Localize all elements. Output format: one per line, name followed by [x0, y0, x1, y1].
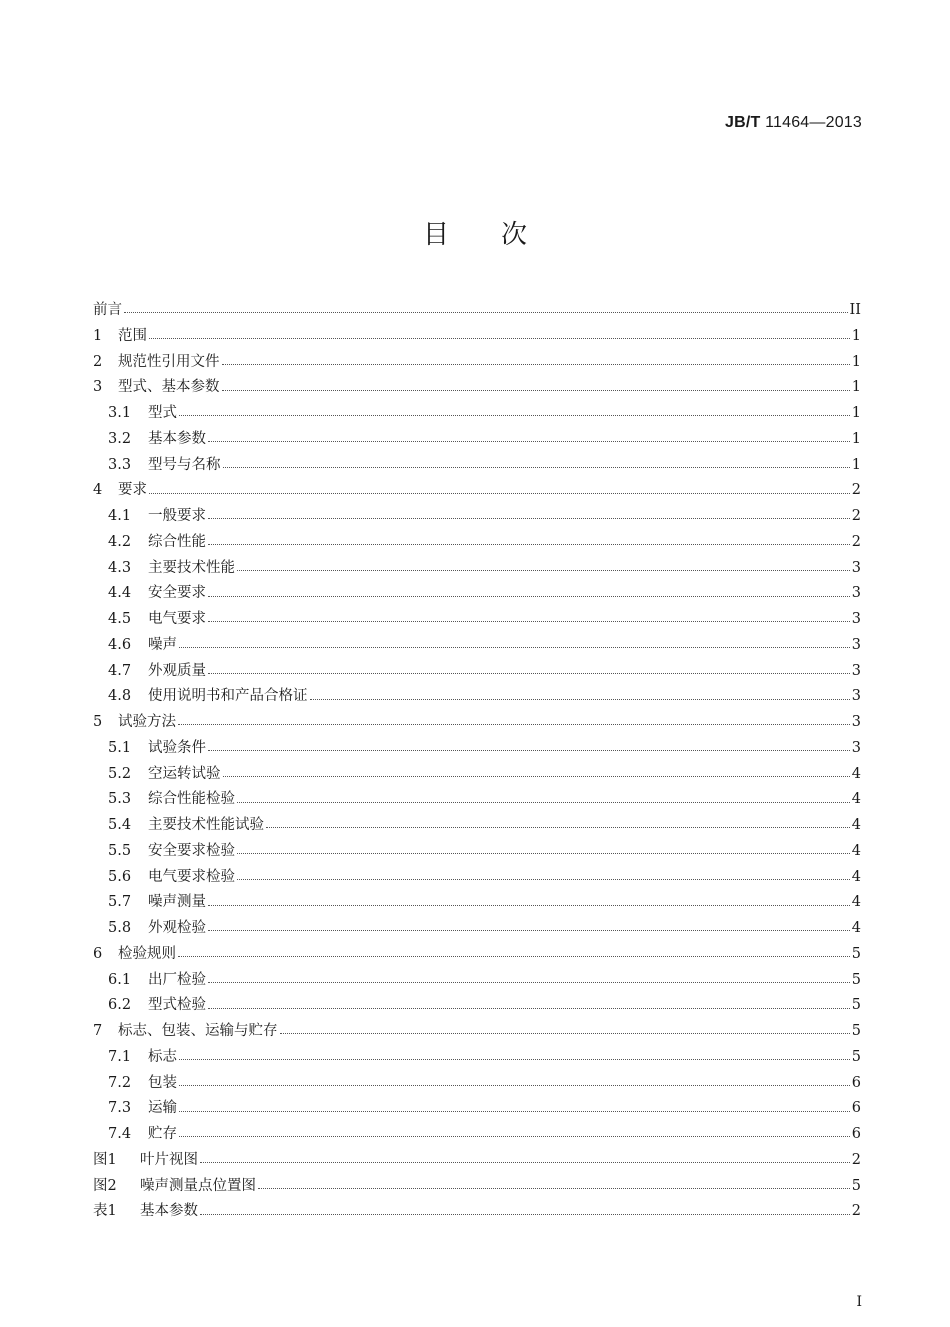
dot-leader — [208, 662, 850, 673]
toc-entry-title: 叶片视图 — [140, 1151, 198, 1168]
toc-page-number: II — [849, 302, 861, 318]
toc-entry-title: 标志 — [148, 1048, 177, 1065]
toc-entry[interactable] — [93, 1019, 861, 1045]
toc-entry-title: 综合性能 — [148, 533, 206, 550]
toc-page-number: 2 — [851, 482, 861, 499]
toc-entry[interactable] — [93, 659, 861, 685]
toc-entry-title: 型式、基本参数 — [118, 379, 220, 396]
toc-section-number: 5.5 — [108, 842, 132, 859]
toc-entry[interactable] — [93, 453, 861, 479]
toc-section-number: 4.4 — [108, 585, 132, 602]
toc-entry-title: 运输 — [148, 1100, 177, 1117]
toc-entry-title: 安全要求 — [148, 585, 206, 602]
toc-entry[interactable] — [93, 530, 861, 556]
toc-page-number: 3 — [851, 611, 861, 627]
toc-entry-title: 试验条件 — [148, 739, 206, 756]
toc-section-number: 4.5 — [108, 611, 132, 627]
toc-page-number: 3 — [851, 585, 861, 602]
dot-leader — [310, 688, 850, 699]
toc-page-number: 3 — [851, 662, 861, 679]
toc-entry-title: 型号与名称 — [148, 456, 221, 473]
toc-page-number: 4 — [851, 868, 861, 885]
toc-entry-title: 型式检验 — [148, 997, 206, 1014]
toc-entry[interactable] — [93, 890, 861, 916]
dot-leader — [237, 559, 850, 570]
toc-entry[interactable] — [93, 401, 861, 427]
toc-page-number: 4 — [851, 817, 861, 833]
dot-leader — [200, 1152, 850, 1163]
toc-entry-title: 主要技术性能 — [148, 559, 235, 576]
toc-section-number: 5.7 — [108, 894, 132, 911]
page-number: I — [856, 1294, 862, 1310]
dot-leader — [208, 508, 850, 519]
toc-section-number: 5.1 — [108, 739, 132, 756]
standard-code-prefix: JB/T — [724, 114, 766, 131]
dot-leader — [200, 1203, 850, 1214]
standard-code-number: 11464—2013 — [765, 114, 862, 131]
toc-section-number: 5.6 — [108, 868, 132, 885]
toc-page-number: 5 — [851, 1177, 861, 1194]
dot-leader — [222, 353, 850, 364]
toc-entry-title: 主要技术性能试验 — [148, 817, 264, 833]
toc-page-number: 1 — [851, 327, 861, 344]
dot-leader — [149, 482, 850, 493]
toc-entry-title: 综合性能检验 — [148, 791, 235, 808]
toc-entry-title: 外观检验 — [148, 920, 206, 936]
dot-leader — [258, 1177, 850, 1188]
toc-entry[interactable] — [93, 324, 861, 350]
toc-entry-title: 出厂检验 — [148, 971, 206, 988]
toc-entry-title: 要求 — [118, 482, 147, 499]
toc-page-number: 4 — [851, 920, 861, 936]
toc-page-number: 4 — [851, 765, 861, 782]
toc-section-number: 7.1 — [108, 1048, 132, 1065]
dot-leader — [208, 894, 850, 905]
toc-section-number: 4.8 — [108, 688, 132, 705]
toc-entry-title: 使用说明书和产品合格证 — [148, 688, 308, 705]
toc-section-number: 4.2 — [108, 533, 132, 550]
toc-section-number: 3.2 — [108, 430, 132, 447]
toc-page-number: 1 — [851, 405, 861, 421]
toc-section-number: 3 — [93, 379, 103, 396]
dot-leader — [237, 791, 850, 802]
dot-leader — [179, 637, 850, 648]
toc-page-number: 1 — [851, 430, 861, 447]
toc-entry[interactable] — [93, 1174, 861, 1200]
toc-entry[interactable] — [93, 839, 861, 865]
toc-entry[interactable] — [93, 504, 861, 530]
dot-leader — [179, 1049, 850, 1060]
dot-leader — [208, 585, 850, 596]
toc-section-number: 4 — [93, 482, 103, 499]
toc-page-number: 5 — [851, 971, 861, 988]
table-of-contents — [93, 298, 861, 1225]
toc-section-number: 4.6 — [108, 636, 132, 653]
toc-entry-title: 检验规则 — [118, 945, 176, 962]
toc-entry-title: 贮存 — [148, 1126, 177, 1142]
toc-entry-title: 电气要求检验 — [148, 868, 235, 885]
toc-entry-title: 噪声 — [148, 636, 177, 653]
toc-entry[interactable] — [93, 942, 861, 968]
standard-code — [725, 114, 862, 132]
toc-section-number: 7.4 — [108, 1126, 132, 1142]
toc-entry-title: 包装 — [148, 1074, 177, 1091]
toc-entry[interactable] — [93, 633, 861, 659]
dot-leader — [208, 431, 850, 442]
toc-entry-title: 范围 — [118, 327, 147, 344]
toc-page-number: 2 — [851, 1203, 861, 1220]
toc-entry-title: 外观质量 — [148, 662, 206, 679]
toc-entry[interactable] — [93, 350, 861, 376]
toc-entry-title: 空运转试验 — [148, 765, 221, 782]
toc-page-number: 6 — [851, 1126, 861, 1142]
toc-section-number: 7 — [93, 1023, 103, 1039]
toc-page-number: 5 — [851, 945, 861, 962]
toc-entry[interactable] — [93, 968, 861, 994]
dot-leader — [179, 1126, 850, 1137]
toc-section-number: 图2 — [93, 1177, 117, 1194]
toc-section-number: 4.7 — [108, 662, 132, 679]
toc-section-number: 4.1 — [108, 508, 132, 524]
dot-leader — [223, 765, 850, 776]
toc-entry-title: 基本参数 — [148, 430, 206, 447]
toc-section-number: 3.1 — [108, 405, 132, 421]
dot-leader — [179, 1100, 850, 1111]
toc-section-number: 图1 — [93, 1151, 117, 1168]
toc-entry[interactable] — [93, 1122, 861, 1148]
toc-section-number: 7.2 — [108, 1074, 132, 1091]
toc-entry-title: 标志、包装、运输与贮存 — [118, 1023, 278, 1039]
toc-entry-title: 型式 — [148, 405, 177, 421]
toc-section-number: 3.3 — [108, 456, 132, 473]
toc-entry[interactable] — [93, 478, 861, 504]
dot-leader — [208, 997, 850, 1008]
dot-leader — [208, 740, 850, 751]
toc-entry[interactable] — [93, 787, 861, 813]
toc-entry[interactable] — [93, 607, 861, 633]
toc-page-number: 5 — [851, 1048, 861, 1065]
toc-entry-title: 规范性引用文件 — [118, 353, 220, 370]
toc-page-number: 5 — [851, 1023, 861, 1039]
dot-leader — [149, 328, 850, 339]
toc-entry[interactable] — [93, 581, 861, 607]
toc-page-number: 1 — [851, 379, 861, 396]
toc-section-number: 表1 — [93, 1203, 117, 1220]
toc-section-number: 5.4 — [108, 817, 132, 833]
toc-entry-title: 噪声测量点位置图 — [140, 1177, 256, 1194]
dot-leader — [237, 868, 850, 879]
toc-page-number: 3 — [851, 714, 861, 730]
dot-leader — [208, 534, 850, 545]
toc-entry-title: 安全要求检验 — [148, 842, 235, 859]
toc-entry-title: 电气要求 — [148, 611, 206, 627]
toc-page-number: 4 — [851, 894, 861, 911]
toc-entry[interactable] — [93, 684, 861, 710]
toc-section-number: 1 — [93, 327, 103, 344]
toc-page-number: 3 — [851, 636, 861, 653]
toc-page-number: 2 — [851, 1151, 861, 1168]
toc-page-number: 3 — [851, 739, 861, 756]
toc-entry-title: 试验方法 — [118, 714, 176, 730]
toc-entry[interactable] — [93, 1071, 861, 1097]
dot-leader — [179, 1074, 850, 1085]
toc-entry[interactable] — [93, 298, 861, 324]
toc-entry-title: 一般要求 — [148, 508, 206, 524]
toc-entry[interactable] — [93, 736, 861, 762]
toc-entry[interactable] — [93, 993, 861, 1019]
toc-page-number: 6 — [851, 1100, 861, 1117]
toc-section-number: 5.2 — [108, 765, 132, 782]
toc-entry-title: 基本参数 — [140, 1203, 198, 1220]
toc-page-number: 1 — [851, 353, 861, 370]
toc-page-number: 5 — [851, 997, 861, 1014]
dot-leader — [208, 920, 850, 931]
dot-leader — [124, 302, 848, 313]
toc-page-number: 2 — [851, 508, 861, 524]
toc-section-number: 5.3 — [108, 791, 132, 808]
toc-entry[interactable] — [93, 427, 861, 453]
dot-leader — [266, 817, 850, 828]
toc-entry[interactable] — [93, 1199, 861, 1225]
dot-leader — [178, 714, 850, 725]
toc-entry[interactable] — [93, 710, 861, 736]
toc-section-number: 6.1 — [108, 971, 132, 988]
toc-entry[interactable] — [93, 1045, 861, 1071]
toc-page-number: 1 — [851, 456, 861, 473]
toc-section-number: 7.3 — [108, 1100, 132, 1117]
dot-leader — [179, 405, 850, 416]
toc-section-number: 4.3 — [108, 559, 132, 576]
toc-entry[interactable] — [93, 1148, 861, 1174]
dot-leader — [237, 843, 850, 854]
toc-section-number: 5.8 — [108, 920, 132, 936]
dot-leader — [208, 611, 850, 622]
toc-page-number: 4 — [851, 791, 861, 808]
toc-section-number: 6 — [93, 945, 103, 962]
toc-entry[interactable] — [93, 762, 861, 788]
toc-page-number: 6 — [851, 1074, 861, 1091]
toc-page-number: 3 — [851, 688, 861, 705]
toc-entry[interactable] — [93, 556, 861, 582]
toc-entry-title: 前言 — [93, 302, 122, 318]
dot-leader — [280, 1023, 850, 1034]
toc-entry[interactable] — [93, 865, 861, 891]
toc-page-number: 3 — [851, 559, 861, 576]
dot-leader — [223, 456, 850, 467]
dot-leader — [178, 946, 850, 957]
toc-title: 目次 — [422, 220, 579, 250]
dot-leader — [222, 379, 850, 390]
toc-section-number: 5 — [93, 714, 103, 730]
toc-entry[interactable] — [93, 813, 861, 839]
toc-section-number: 6.2 — [108, 997, 132, 1014]
toc-section-number: 2 — [93, 353, 103, 370]
toc-page-number: 4 — [851, 842, 861, 859]
toc-entry[interactable] — [93, 375, 861, 401]
toc-entry[interactable] — [93, 916, 861, 942]
toc-entry[interactable] — [93, 1096, 861, 1122]
toc-entry-title: 噪声测量 — [148, 894, 206, 911]
toc-page-number: 2 — [851, 533, 861, 550]
dot-leader — [208, 971, 850, 982]
